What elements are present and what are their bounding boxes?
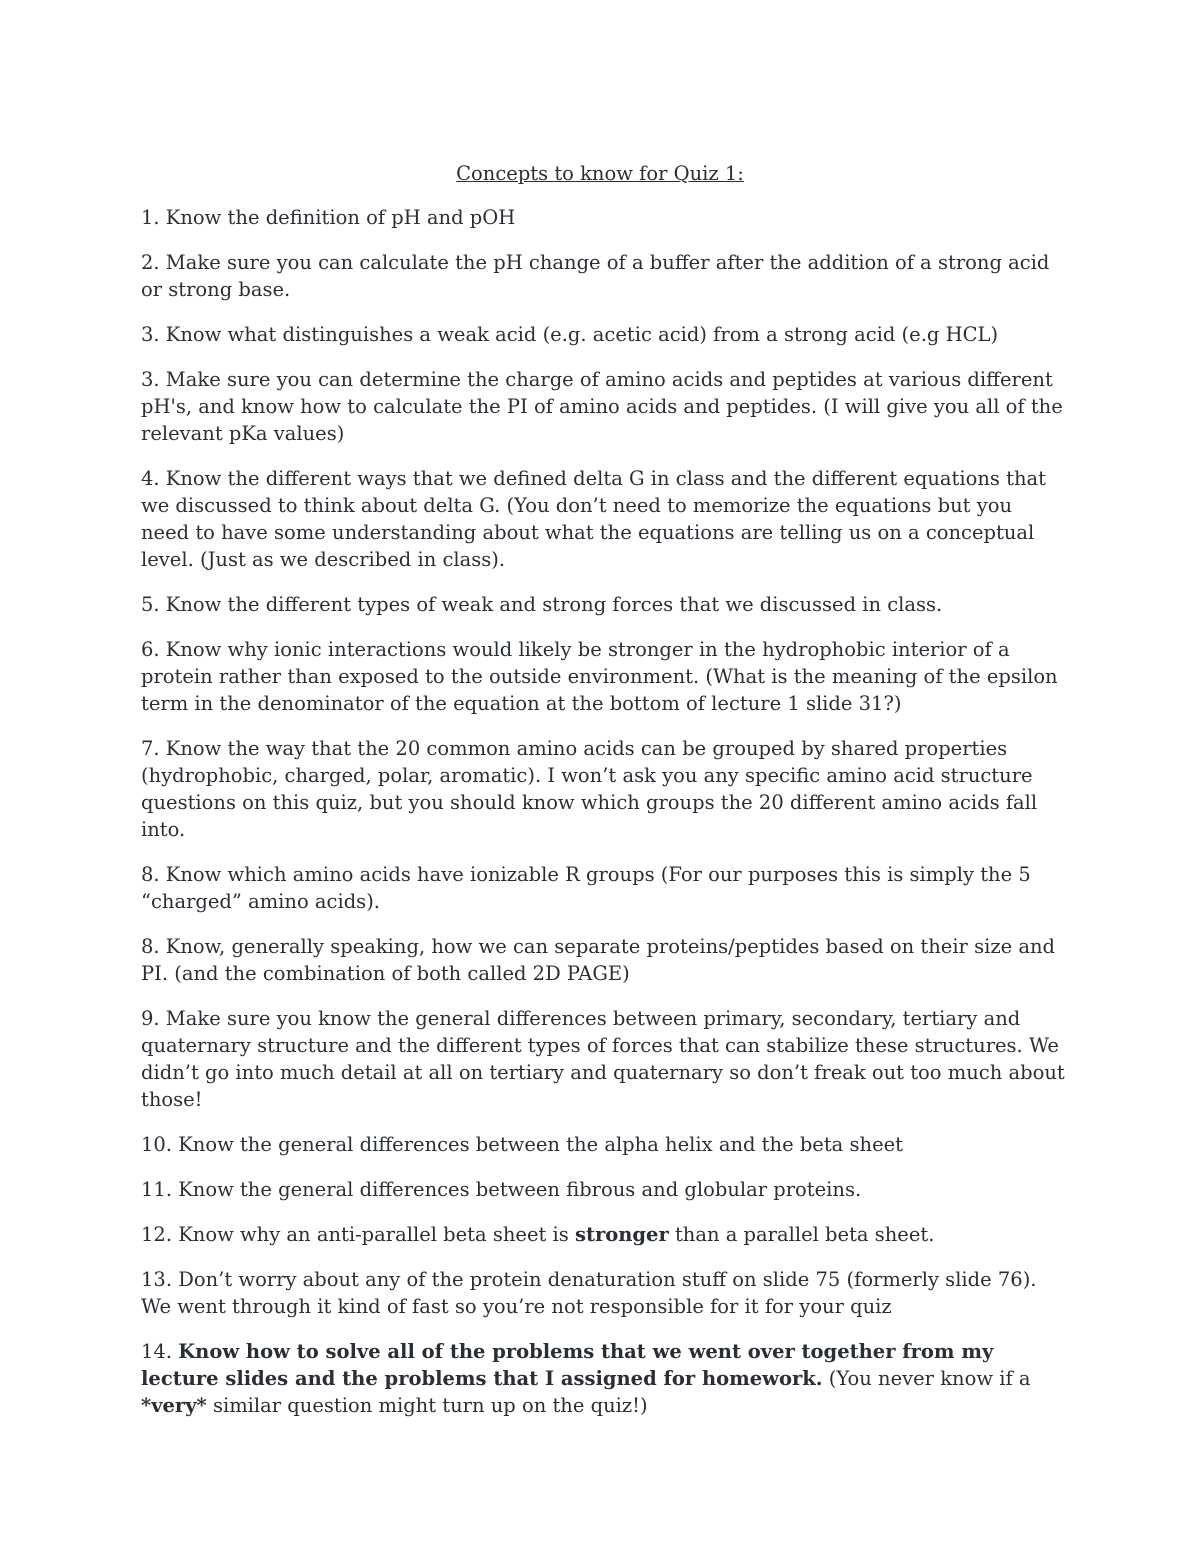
concept-item-7: 7. Know the way that the 20 common amino acids can be grouped by shared properties (hydrophobic, charged, polar, aromatic). I won’t ask you any specific amino acid structure questions on this quiz, but you should know which groups the 20 different amino acids fall into. xyxy=(141,737,1038,841)
concept-item-3b: 3. Make sure you can determine the charge of amino acids and peptides at various different pH's, and know how to calculate the PI of amino acids and peptides. (I will give you all of the relevant pKa values) xyxy=(141,368,1063,445)
concept-item-8b: 8. Know, generally speaking, how we can separate proteins/peptides based on their size and PI. (and the combination of both called 2D PAGE) xyxy=(141,935,1055,985)
concept-list xyxy=(141,204,1066,1437)
concept-item-14-very: *very* xyxy=(141,1394,207,1417)
concept-item-14-emphasis: Know how to solve all of the problems that we went over together from my lecture slides and the problems that I assigned for homework. xyxy=(141,1340,994,1390)
concept-item-9: 9. Make sure you know the general differences between primary, secondary, tertiary and quaternary structure and the different types of forces that can stabilize these structures. We didn’t go into much detail at all on tertiary and quaternary so don’t freak out too much about those! xyxy=(141,1007,1065,1111)
concept-item-13: 13. Don’t worry about any of the protein denaturation stuff on slide 75 (formerly slide 76). We went through it kind of fast so you’re not responsible for it for your quiz xyxy=(141,1268,1037,1318)
concept-item-14-after: similar question might turn up on the quiz!) xyxy=(206,1394,648,1417)
concept-item-5: 5. Know the different types of weak and strong forces that we discussed in class. xyxy=(141,593,943,616)
concept-item-14 xyxy=(141,1338,1066,1419)
concept-item-6: 6. Know why ionic interactions would likely be stronger in the hydrophobic interior of a protein rather than exposed to the outside environment. (What is the meaning of the epsilon term in the denominator of the equation at the bottom of lecture 1 slide 31?) xyxy=(141,638,1058,715)
concept-item-12-emphasis: stronger xyxy=(574,1223,669,1246)
concept-item-1: 1. Know the definition of pH and pOH xyxy=(141,206,516,229)
concept-item-12-after: than a parallel beta sheet. xyxy=(668,1223,935,1246)
concept-item-14-middle: (You never know if a xyxy=(822,1367,1031,1390)
concept-item-3a: 3. Know what distinguishes a weak acid (e.g. acetic acid) from a strong acid (e.g HCL) xyxy=(141,323,999,346)
concept-item-14-number: 14. xyxy=(141,1340,179,1363)
concept-item-2: 2. Make sure you can calculate the pH change of a buffer after the addition of a strong acid or strong base. xyxy=(141,251,1050,301)
concept-item-4: 4. Know the different ways that we defined delta G in class and the different equations that we discussed to think about delta G. (You don’t need to memorize the equations but you need to have some understanding about what the equations are telling us on a conceptual level. (Just as we described in class). xyxy=(141,467,1046,571)
concept-item-8a: 8. Know which amino acids have ionizable R groups (For our purposes this is simply the 5 “charged” amino acids). xyxy=(141,863,1031,913)
concept-item-12 xyxy=(141,1221,1066,1248)
concept-item-10: 10. Know the general differences between the alpha helix and the beta sheet xyxy=(141,1133,903,1156)
page-title: Concepts to know for Quiz 1: xyxy=(456,162,744,185)
concept-item-12-before: 12. Know why an anti-parallel beta sheet is xyxy=(141,1223,575,1246)
concept-item-11: 11. Know the general differences between fibrous and globular proteins. xyxy=(141,1178,862,1201)
